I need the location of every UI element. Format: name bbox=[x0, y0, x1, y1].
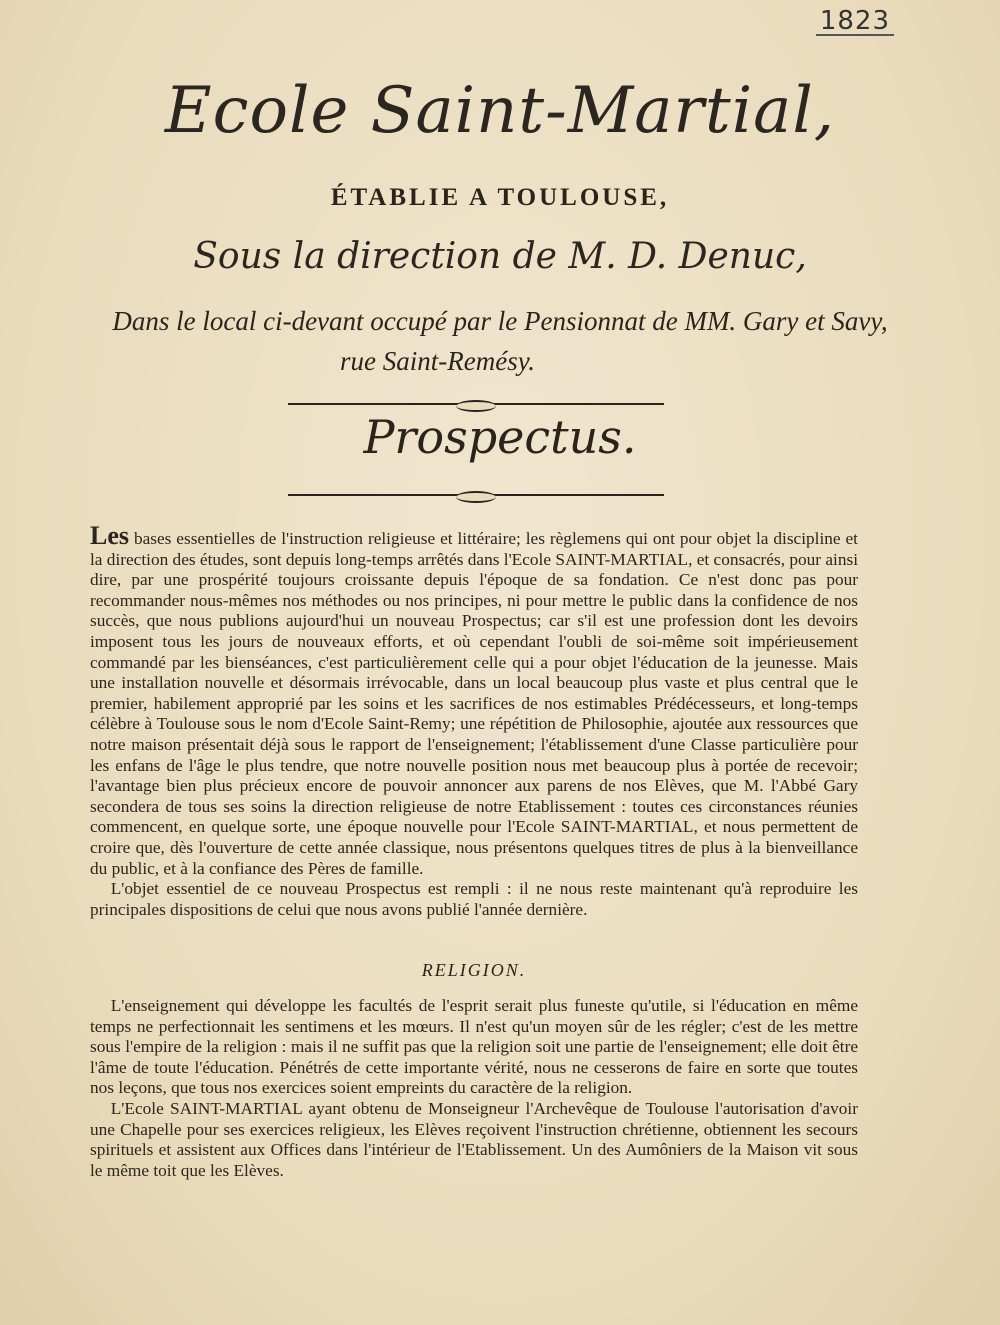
establishment-subtitle: ÉTABLIE A TOULOUSE, bbox=[330, 184, 670, 211]
intro-text bbox=[90, 521, 858, 920]
intro-paragraph-1-text: bases essentielles de l'instruction religieuse et littéraire; les règlemens qui ont pour objet la discipline et la direction des études, sont depuis long-temps arrêtés dans l'Ecole SAINT-MARTIAL, et consacrés, pour ainsi dire, par une prospérité toujours croissante depuis l'époque de sa fondation. Ce n'est donc pas pour recommander nous-mêmes nos méthodes ou nos principes, ni pour mettre le public dans la confidence de nos succès, que nous publions aujourd'hui un nouveau Prospectus; car s'il est une profession dont les devoirs imposent tous les jours de nouveaux efforts, et où cependant l'oubli de soi-même soit impérieusement commandé par les bienséances, c'est particulièrement celle qui a pour objet l'éducation de la jeunesse. Mais une installation nouvelle et désormais irrévocable, dans un local beaucoup plus vaste et plus central que le premier, habilement approprié par les soins et les sacrifices de nos estimables Prédécesseurs, et long-temps célèbre à Toulouse sous le nom d'Ecole Saint-Remy; une répétition de Philosophie, ajoutée aux ressources que notre maison présentait déjà sous le rapport de l'enseignement; l'établissement d'une Classe particulière pour les enfans de l'âge le plus tendre, que notre nouvelle position nous met beaucoup plus à portée de recevoir; l'avantage bien plus précieux encore de pouvoir annoncer aux parens de nos Elèves, que M. l'Abbé Gary secondera de tous ses soins la direction religieuse de notre Etablissement : toutes ces circonstances réunies commencent, en quelque sorte, une époque nouvelle pour l'Ecole SAINT-MARTIAL, et nous permettent de croire que, dès l'ouverture de cette année classique, nous présentons quelques titres de plus à la bienveillance du public, et à la confiance des Pères de famille. bbox=[90, 529, 858, 878]
school-title: Ecole Saint-Martial, bbox=[164, 74, 836, 148]
religion-text bbox=[90, 996, 858, 1181]
intro-paragraph-2: L'objet essentiel de ce nouveau Prospectus est rempli : il ne nous reste maintenant qu'à reproduire les principales dispositions de celui que nous avons publié l'année dernière. bbox=[90, 879, 858, 919]
prospectus-heading: Prospectus. bbox=[363, 410, 637, 464]
ornamental-rule-top bbox=[288, 403, 664, 405]
intro-paragraph-1 bbox=[90, 521, 858, 879]
religion-paragraph-1: L'enseignement qui développe les facultés de l'esprit serait plus funeste qu'utile, si l'éducation en même temps ne perfectionnait les sentimens et les mœurs. Il n'est qu'un moyen sûr de les régler; c'est de les mettre sous l'empire de la religion : mais il ne suffit pas que la religion soit une partie de l'enseignement; elle doit être l'âme de toute l'éducation. Pénétrés de cette importante vérité, nous ne cesserons de faire en sorte que toutes nos leçons, que tous nos exercices soient empreints du caractère de la religion. bbox=[90, 996, 858, 1098]
location-line-2: rue Saint-Remésy. bbox=[340, 346, 535, 376]
location-line-1: Dans le local ci-devant occupé par le Pensionnat de MM. Gary et Savy, bbox=[112, 306, 888, 336]
dropcap-word: Les bbox=[90, 521, 129, 550]
section-heading-religion: RELIGION. bbox=[421, 960, 527, 980]
religion-paragraph-2: L'Ecole SAINT-MARTIAL ayant obtenu de Monseigneur l'Archevêque de Toulouse l'autorisation d'avoir une Chapelle pour ses exercices religieux, les Elèves reçoivent l'instruction chrétienne, obtiennent les secours spirituels et assistent aux Offices dans l'intérieur de l'Etablissement. Un des Aumôniers de la Maison vit sous le même toit que les Elèves. bbox=[90, 1098, 858, 1180]
rule-ornament bbox=[456, 491, 496, 503]
ornamental-rule-bottom bbox=[288, 494, 664, 496]
handwritten-year-note: 1823 bbox=[819, 6, 890, 36]
direction-line: Sous la direction de M. D. Denuc, bbox=[193, 236, 807, 277]
